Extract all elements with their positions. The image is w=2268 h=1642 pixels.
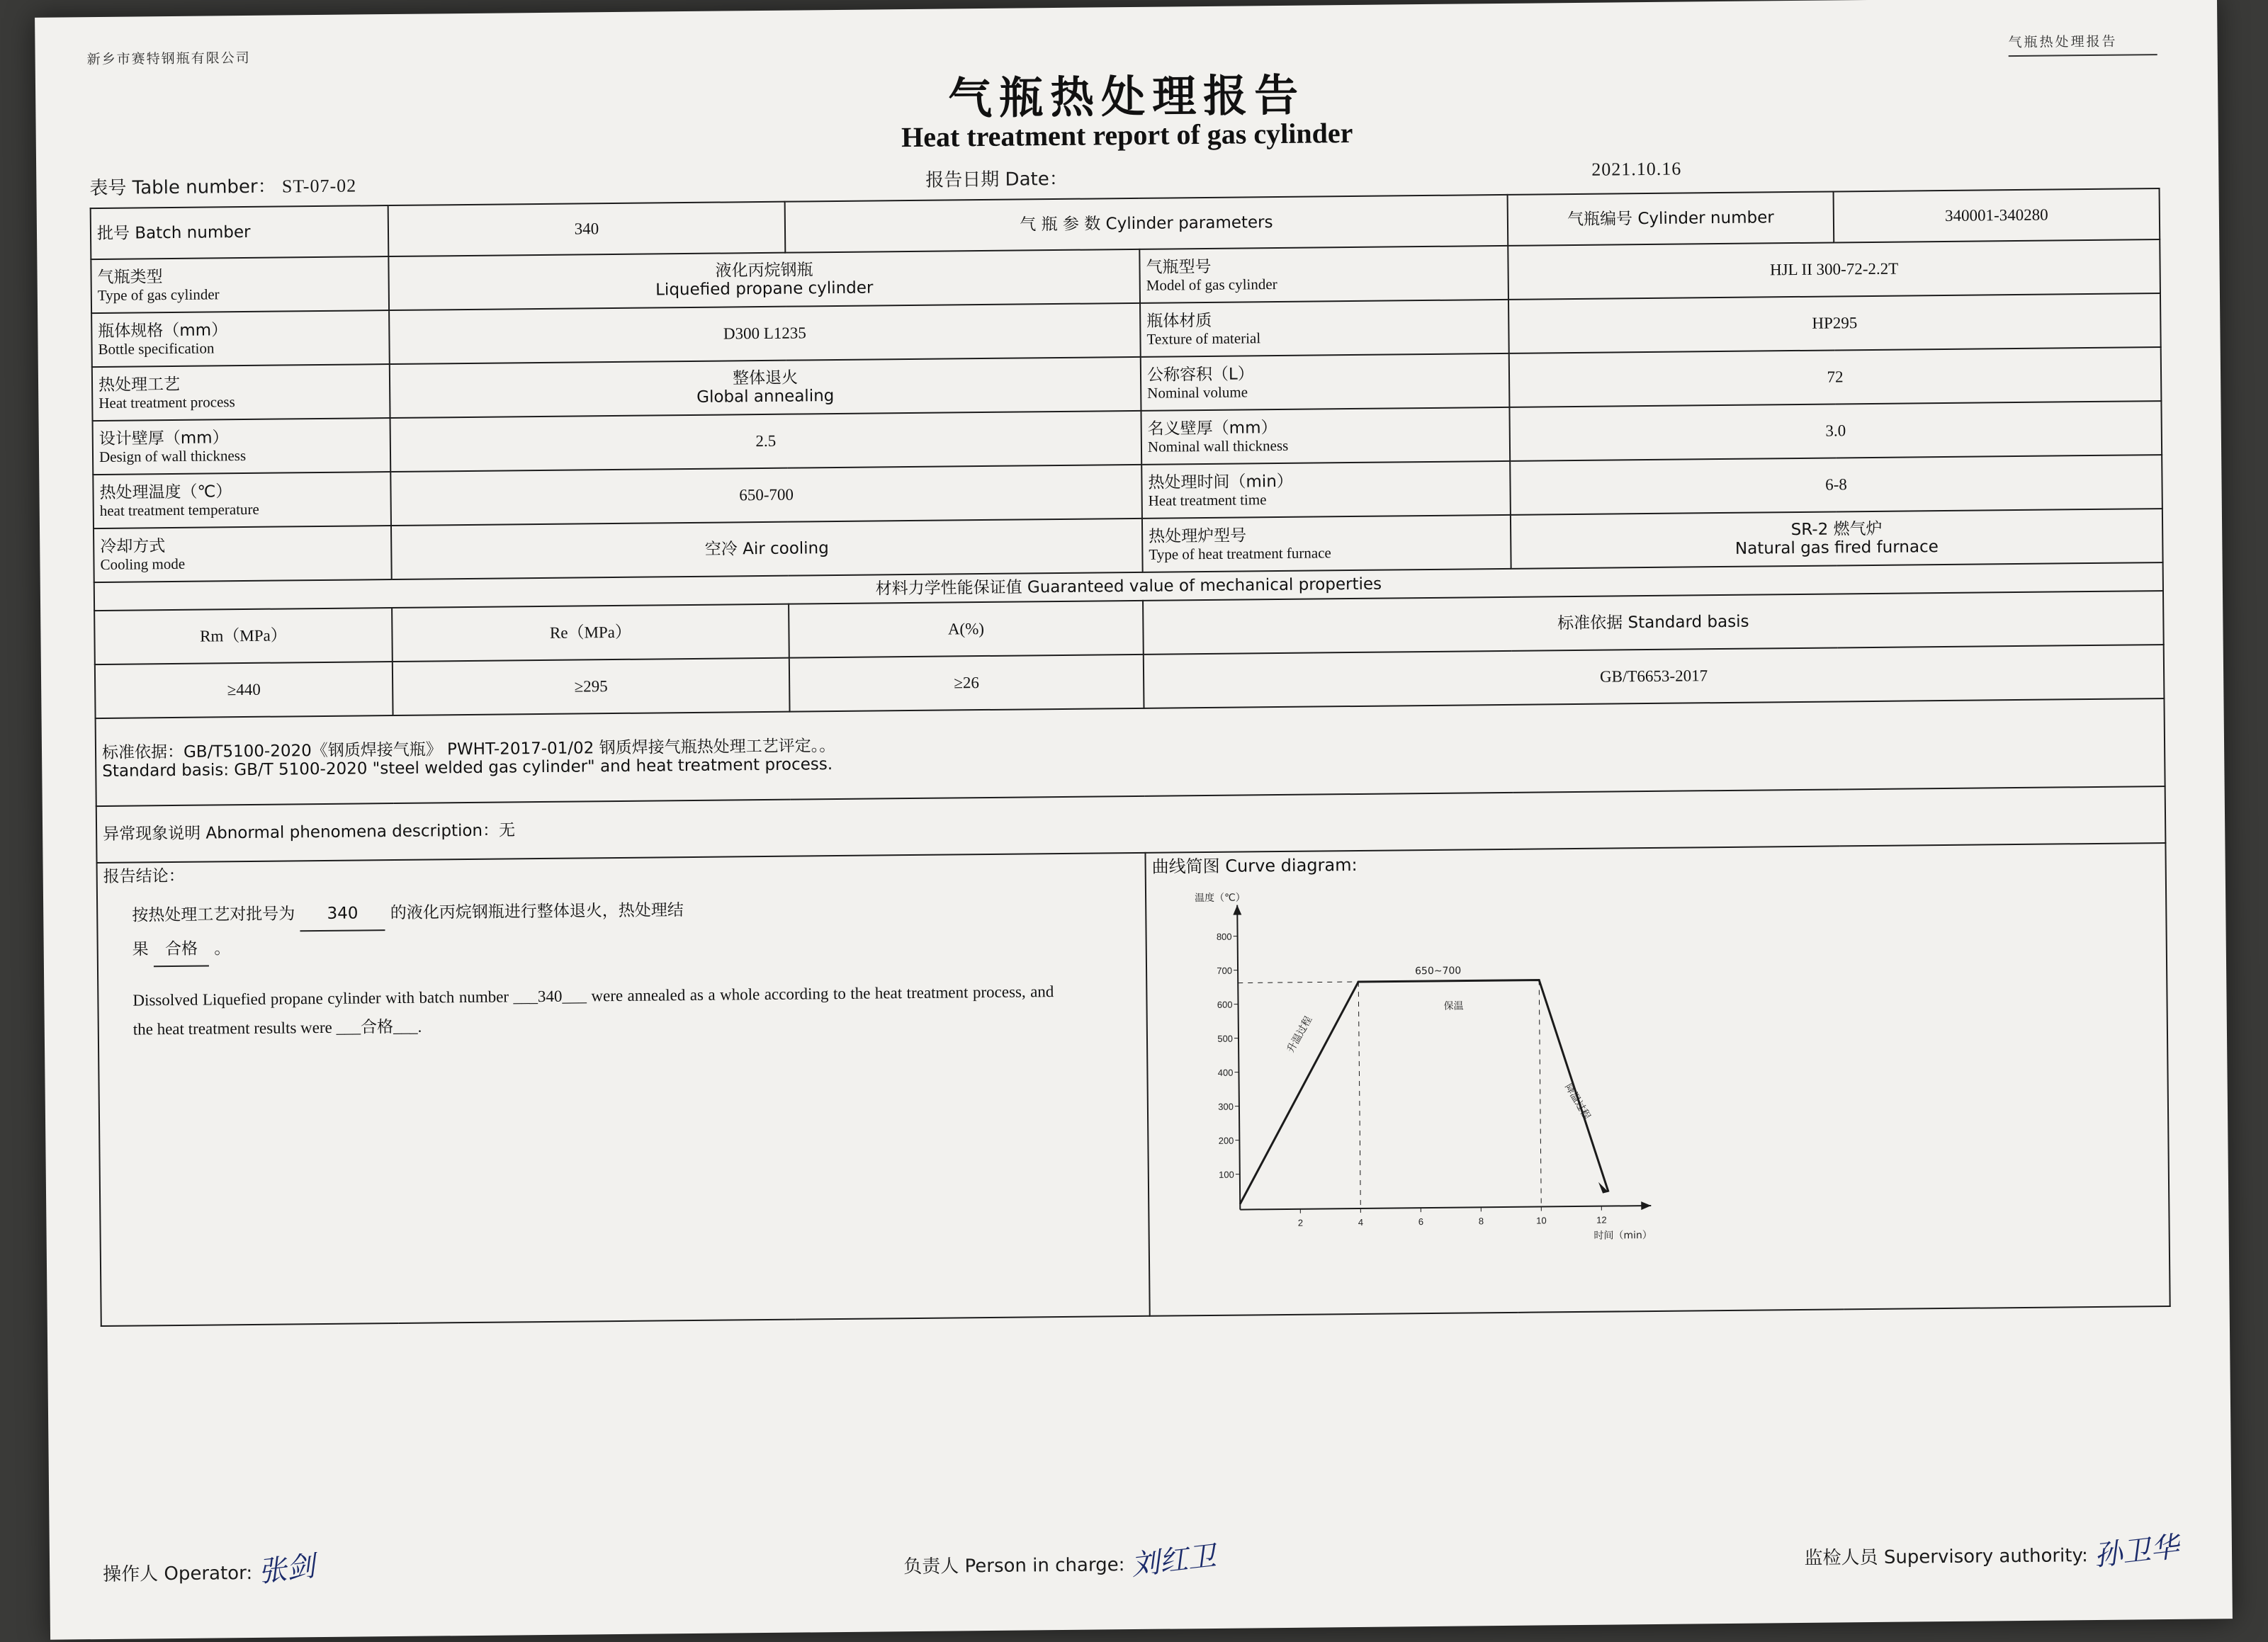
row5-left-label-cn: 冷却方式 <box>100 536 166 556</box>
curve-diagram-label: 曲线简图 Curve diagram: <box>1151 855 1358 878</box>
row1-left-value: D300 L1235 <box>389 303 1141 364</box>
row3-left-label <box>93 418 391 475</box>
row2-left-label-cn: 热处理工艺 <box>98 375 181 395</box>
row1-left-label <box>91 310 390 367</box>
row0-left-label <box>91 256 389 313</box>
row5-left-label-en: Cooling mode <box>100 555 186 574</box>
company-name: 新乡市赛特钢瓶有限公司 <box>86 50 251 68</box>
svg-text:500: 500 <box>1217 1033 1234 1044</box>
svg-text:800: 800 <box>1216 931 1232 942</box>
row5-left-value: 空冷 Air cooling <box>391 519 1143 579</box>
conclusion-cn-part4: 。 <box>214 939 231 958</box>
row2-right-label-cn: 公称容积（L） <box>1146 365 1254 385</box>
conclusion-batch-value: 340 <box>300 897 385 932</box>
heat-treatment-curve-chart <box>1152 872 1694 1245</box>
page-title-en: Heat treatment report of gas cylinder <box>901 116 1353 154</box>
row2-left-label-en: Heat treatment process <box>98 393 235 412</box>
row3-right-value: 3.0 <box>1509 401 2162 461</box>
row5-right-label-cn: 热处理炉型号 <box>1149 526 1247 546</box>
supervisor-signature: 孙卫华 <box>2092 1530 2181 1573</box>
conclusion-en: Dissolved Liquefied propane cylinder with batch number ___340___ were annealed as a whole according to the heat treatment process, and the heat treatment results were ___合格___. <box>132 982 1054 1038</box>
table-row-conclusion-curve <box>97 843 2170 1326</box>
person-in-charge-label: 负责人 Person in charge: <box>903 1554 1125 1578</box>
page-rotation-wrapper <box>67 15 2200 1622</box>
mech-val-re: ≥295 <box>393 658 790 715</box>
svg-text:4: 4 <box>1358 1216 1364 1228</box>
row1-right-label-en: Texture of material <box>1146 329 1261 348</box>
row3-left-label-cn: 设计壁厚（mm） <box>98 428 229 448</box>
chart-ylabel: 温度（℃） <box>1195 892 1246 905</box>
row3-right-label <box>1141 407 1510 465</box>
svg-text:10: 10 <box>1536 1215 1547 1226</box>
row5-right-value: SR-2 燃气炉 Natural gas fired furnace <box>1511 509 2163 569</box>
row3-left-label-en: Design of wall thickness <box>98 447 247 466</box>
row4-left-label-en: heat treatment temperature <box>99 500 259 520</box>
row1-left-label-en: Bottle specification <box>98 339 215 358</box>
heat-treatment-table <box>90 188 2171 1327</box>
row4-right-label <box>1141 461 1511 519</box>
conclusion-label: 报告结论： <box>103 867 185 887</box>
row4-right-value: 6-8 <box>1510 455 2162 515</box>
operator-signature: 张剑 <box>256 1550 317 1589</box>
row2-right-value: 72 <box>1509 347 2162 407</box>
row0-right-value: HJL II 300-72-2.2T <box>1508 239 2160 300</box>
row4-right-label-cn: 热处理时间（min） <box>1148 472 1293 492</box>
row3-right-label-cn: 名义壁厚（mm） <box>1147 418 1277 438</box>
svg-text:12: 12 <box>1596 1214 1607 1225</box>
row3-left-value: 2.5 <box>390 411 1142 472</box>
supervisor-label: 监检人员 Supervisory authority: <box>1804 1545 2088 1569</box>
row0-right-label-en: Model of gas cylinder <box>1146 276 1277 294</box>
row2-left-value: 整体退火 Global annealing <box>390 357 1141 418</box>
document-category-text: 气瓶热处理报告 <box>2008 33 2118 51</box>
svg-text:400: 400 <box>1217 1067 1234 1078</box>
row0-left-label-en: Type of gas cylinder <box>97 285 220 305</box>
row0-right-label-cn: 气瓶型号 <box>1146 257 1212 277</box>
report-date-value: 2021.10.16 <box>1591 158 1682 180</box>
report-date-value-wrap <box>1591 159 1681 181</box>
row1-left-label-cn: 瓶体规格（mm） <box>98 320 228 341</box>
chart-xlabel: 时间（min） <box>1593 1230 1652 1242</box>
person-in-charge-field <box>903 1538 1216 1581</box>
curve-diagram-cell <box>1145 843 2170 1316</box>
operator-label: 操作人 Operator: <box>103 1562 253 1586</box>
cylinder-number-value: 340001-340280 <box>1834 188 2160 242</box>
batch-label: 批号 Batch number <box>91 205 389 259</box>
person-in-charge-signature: 刘红卫 <box>1129 1539 1218 1582</box>
svg-text:6: 6 <box>1418 1216 1424 1228</box>
chart-annotation-soak: 保温 <box>1443 1000 1464 1012</box>
conclusion-cn <box>132 890 1140 968</box>
chart-annotation-hold: 650~700 <box>1415 965 1462 978</box>
table-number <box>89 171 356 200</box>
cylinder-number-label: 气瓶编号 Cylinder number <box>1508 191 1834 245</box>
abnormal-phenomena-text: 异常现象说明 Abnormal phenomena description：无 <box>96 786 2166 863</box>
conclusion-cn-part2: 的液化丙烷钢瓶进行整体退火，热处理结 <box>390 900 684 922</box>
mech-val-standard: GB/T6653-2017 <box>1144 645 2165 708</box>
page-title: 气瓶热处理报告 <box>947 69 1306 125</box>
conclusion-cn-part1: 按热处理工艺对批号为 <box>132 905 295 925</box>
table-number-label: 表号 Table number： <box>89 176 276 200</box>
row4-left-label <box>93 472 391 528</box>
row4-left-label-cn: 热处理温度（℃） <box>99 482 232 502</box>
svg-text:2: 2 <box>1297 1217 1304 1228</box>
mech-val-rm: ≥440 <box>95 662 393 718</box>
report-date <box>925 164 1068 192</box>
conclusion-result-value: 合格 <box>154 932 209 967</box>
svg-text:700: 700 <box>1217 965 1233 976</box>
conclusion-cn-part3: 果 <box>132 940 149 959</box>
operator-field <box>103 1546 315 1589</box>
mech-properties-header: 材料力学性能保证值 Guaranteed value of mechanical properties <box>94 562 2163 611</box>
mech-col-rm: Rm（MPa） <box>94 608 393 664</box>
table-number-value: ST-07-02 <box>281 175 357 197</box>
supervisor-field <box>1804 1529 2179 1573</box>
mech-val-a: ≥26 <box>789 655 1144 712</box>
batch-value: 340 <box>388 202 786 256</box>
mech-col-standard: 标准依据 Standard basis <box>1143 591 2164 655</box>
row2-right-label-en: Nominal volume <box>1147 383 1248 402</box>
row3-right-label-en: Nominal wall thickness <box>1147 437 1289 455</box>
row1-right-label <box>1140 300 1509 357</box>
svg-text:8: 8 <box>1478 1216 1484 1227</box>
svg-text:100: 100 <box>1219 1169 1234 1180</box>
row2-right-label <box>1141 353 1510 411</box>
row5-left-label <box>94 526 392 582</box>
mech-col-a: A(%) <box>789 601 1144 658</box>
svg-text:600: 600 <box>1217 999 1233 1010</box>
row4-right-label-en: Heat treatment time <box>1148 491 1267 509</box>
row5-right-label-en: Type of heat treatment furnace <box>1149 544 1331 563</box>
row1-right-label-cn: 瓶体材质 <box>1146 311 1212 331</box>
scanned-paper <box>35 0 2233 1640</box>
mech-col-re: Re（MPa） <box>392 604 789 662</box>
chart-annotation-heating: 升温过程 <box>1285 1014 1315 1055</box>
row2-left-label <box>92 364 390 421</box>
standard-basis-text: 标准依据：GB/T5100-2020《钢质焊接气瓶》 PWHT-2017-01/02 钢质焊接气瓶热处理工艺评定。。 Standard basis: GB/T 5100-2020 "steel welded gas cylinder" and heat treatment process. <box>96 698 2165 806</box>
row5-right-label <box>1142 515 1511 572</box>
report-date-label: 报告日期 Date： <box>925 168 1068 191</box>
row4-left-value: 650-700 <box>390 465 1142 526</box>
signature-footer <box>103 1529 2179 1589</box>
cylinder-parameters-header: 气 瓶 参 数 Cylinder parameters <box>785 195 1508 253</box>
row1-right-value: HP295 <box>1508 293 2161 353</box>
document-body <box>67 15 2200 1622</box>
svg-text:300: 300 <box>1218 1101 1234 1112</box>
svg-text:200: 200 <box>1218 1135 1234 1146</box>
conclusion-cell <box>97 853 1150 1326</box>
row0-left-label-cn: 气瓶类型 <box>97 267 163 287</box>
row0-right-label <box>1139 246 1508 303</box>
row0-left-value: 液化丙烷钢瓶 Liquefied propane cylinder <box>388 249 1140 310</box>
chart-annotation-cooling: 降温过程 <box>1562 1082 1593 1122</box>
